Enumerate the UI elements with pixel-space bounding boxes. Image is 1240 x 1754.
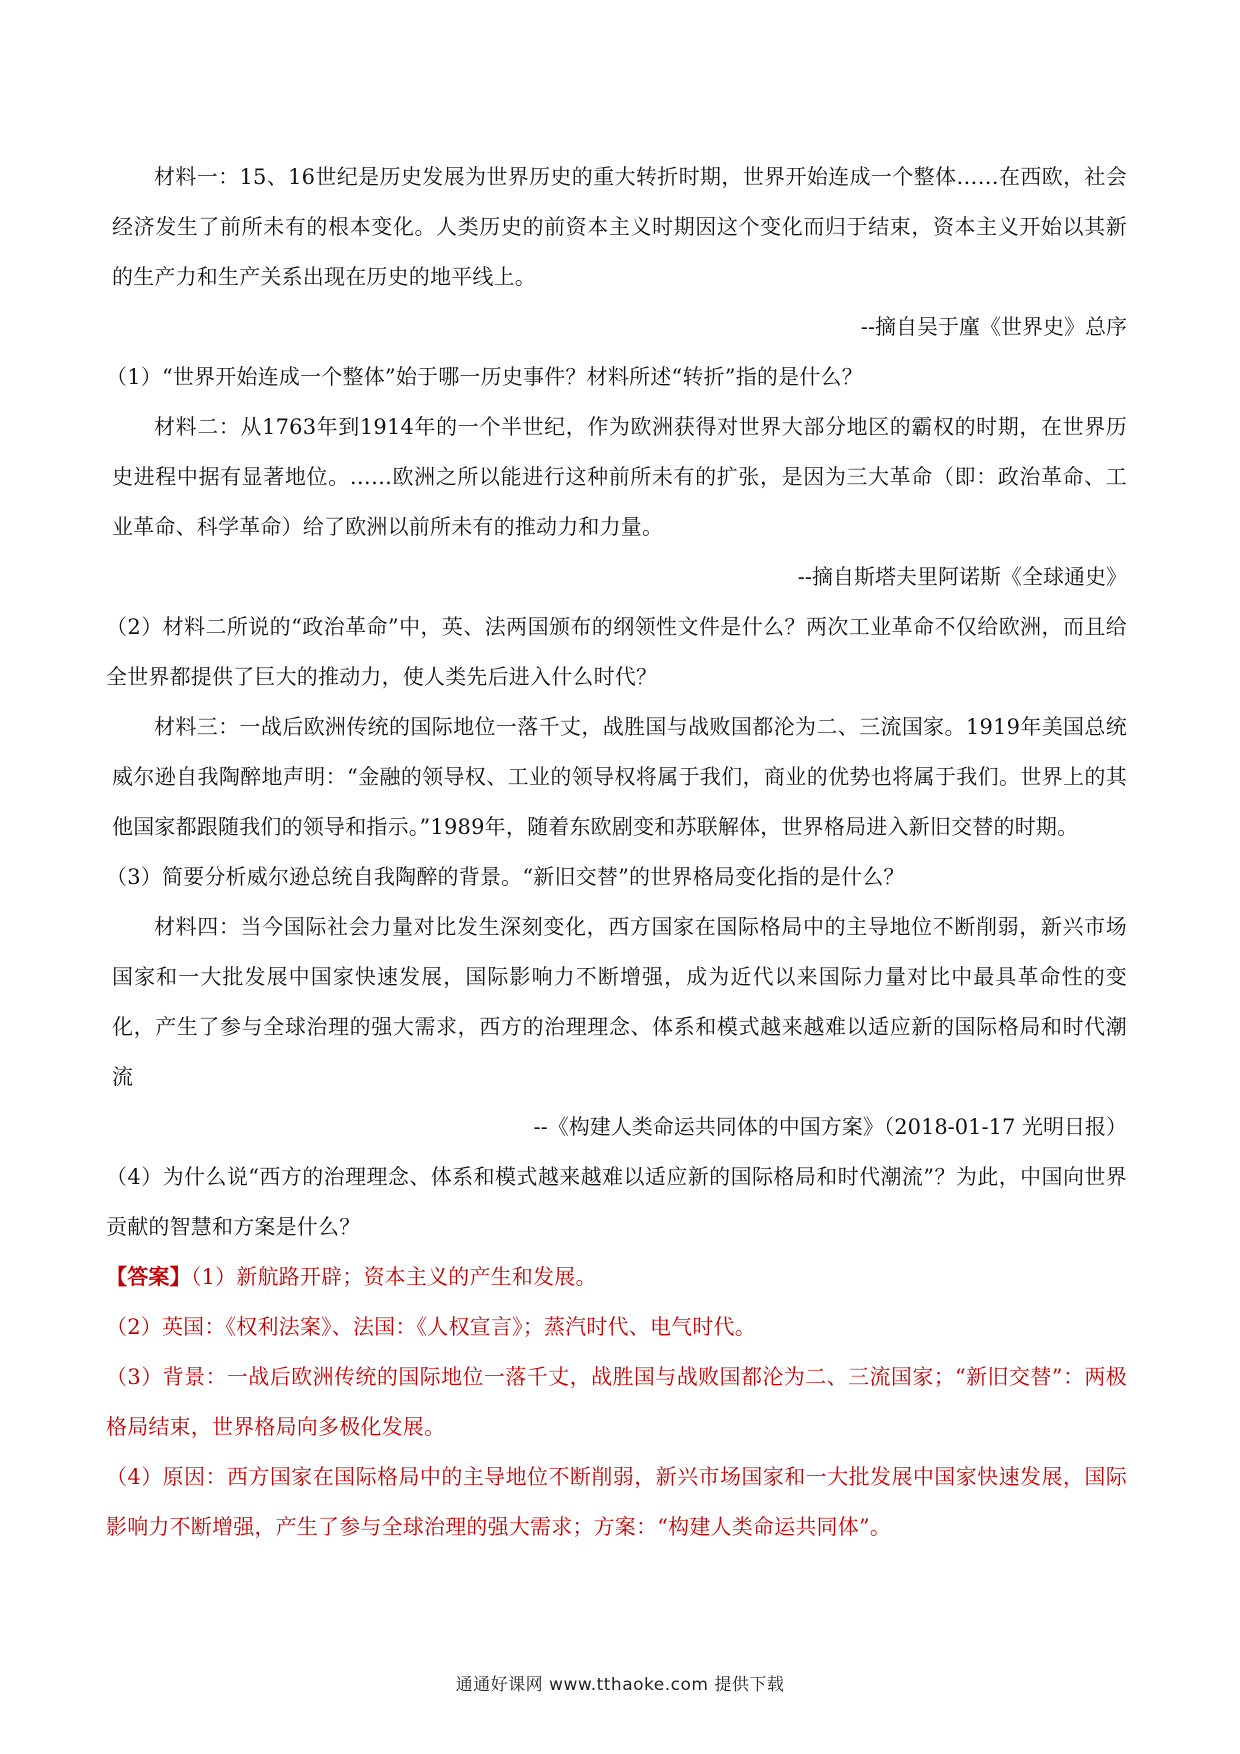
question-three: （3）简要分析威尔逊总统自我陶醉的背景。“新旧交替”的世界格局变化指的是什么？ [106, 865, 905, 889]
page-footer: 通通好课网 www.tthaoke.com 提供下载 [455, 1675, 785, 1695]
material-three-paragraph: 材料三：一战后欧洲传统的国际地位一落千丈，战胜国与战败国都沦为二、三流国家。1919年美国总统威尔逊自我陶醉地声明：“金融的领导权、工业的领导权将属于我们，商业的优势也将属于我们。世界上的其他国家都跟随我们的领导和指示。”1989年，随着东欧剧变和苏联解体，世界格局进入新旧交替的时期。 [112, 715, 1127, 839]
question-one: （1）“世界开始连成一个整体”始于哪一历史事件？材料所述“转折”指的是什么？ [106, 365, 863, 389]
question-four: （4）为什么说“西方的治理理念、体系和模式越来越难以适应新的国际格局和时代潮流”？为此，中国向世界贡献的智慧和方案是什么？ [106, 1165, 1127, 1239]
answer-one-text: （1）新航路开辟；资本主义的产生和发展。 [190, 1265, 597, 1289]
answer-label: 【答案】 [106, 1264, 191, 1289]
material-four-source: --《构建人类命运共同体的中国方案》（2018-01-17 光明日报） [533, 1115, 1127, 1139]
material-two-paragraph: 材料二：从1763年到1914年的一个半世纪，作为欧洲获得对世界大部分地区的霸权的时期，在世界历史进程中据有显著地位。……欧洲之所以能进行这种前所未有的扩张，是因为三大革命（即：政治革命、工业革命、科学革命）给了欧洲以前所未有的推动力和力量。 [112, 415, 1127, 539]
answer-three: （3）背景：一战后欧洲传统的国际地位一落千丈，战胜国与战败国都沦为二、三流国家；“新旧交替”：两极格局结束，世界格局向多极化发展。 [106, 1365, 1127, 1439]
material-one-paragraph: 材料一：15、16世纪是历史发展为世界历史的重大转折时期，世界开始连成一个整体……在西欧，社会经济发生了前所未有的根本变化。人类历史的前资本主义时期因这个变化而归于结束，资本主义开始以其新的生产力和生产关系出现在历史的地平线上。 [112, 165, 1127, 289]
material-two-source: --摘自斯塔夫里阿诺斯《全球通史》 [797, 565, 1127, 589]
answer-one [106, 1252, 1127, 1302]
document-content [106, 152, 1127, 1552]
answer-two: （2）英国：《权利法案》、法国：《人权宣言》；蒸汽时代、电气时代。 [106, 1315, 756, 1339]
answer-four: （4）原因：西方国家在国际格局中的主导地位不断削弱，新兴市场国家和一大批发展中国家快速发展，国际影响力不断增强，产生了参与全球治理的强大需求；方案：“构建人类命运共同体”。 [106, 1465, 1127, 1539]
material-one-source: --摘自吴于廑《世界史》总序 [860, 315, 1127, 339]
material-four-paragraph: 材料四：当今国际社会力量对比发生深刻变化，西方国家在国际格局中的主导地位不断削弱，新兴市场国家和一大批发展中国家快速发展，国际影响力不断增强，成为近代以来国际力量对比中最具革命性的变化，产生了参与全球治理的强大需求，西方的治理理念、体系和模式越来越难以适应新的国际格局和时代潮流 [112, 915, 1127, 1089]
question-two: （2）材料二所说的“政治革命”中，英、法两国颁布的纲领性文件是什么？两次工业革命不仅给欧洲，而且给全世界都提供了巨大的推动力，使人类先后进入什么时代？ [106, 615, 1127, 689]
